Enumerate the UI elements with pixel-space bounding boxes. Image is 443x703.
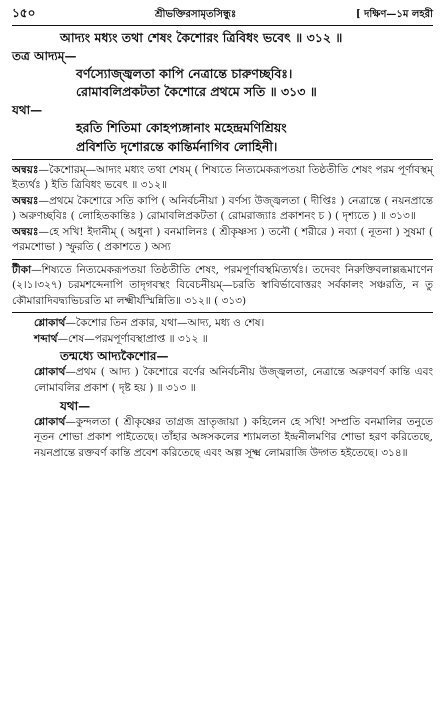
verse-314-line-2: প্রবিশতি দৃশোরন্তে কান্তির্মনাগিব লোহিনী। [76,138,278,154]
anvaya-313 [12,194,433,225]
verse-314-line-1: হরতি শিতিমা কোহপ্যঙ্গানাং মহেন্দ্রমণিশ্রিয়ং [76,120,287,136]
shlokartha-text: —কৈশোর তিন প্রকার, যথা—আদ্য, মধ্য ও শেষ। [65,317,265,330]
shlokartha-key: শ্লোকার্থ [34,366,66,379]
anvaya-312 [12,163,433,194]
verse-313-line-2: রোমাবলিপ্রকটতা কৈশোরে প্রথমে সতি ॥ ৩১৩ ॥ [76,84,317,100]
verse-312: আদ্যং মধ্যং তথা শেষং কৈশোরং ত্রিবিধং ভবেৎ ॥ ৩১২ ॥ [60,30,343,45]
shlokartha-text: —কুন্দলতা ( শ্রীকৃষ্ণের তাগ্রজ ভ্রাতৃজায়া ) কহিলেন হে সখি! সম্প্রতি বনমালির তনুতে নূতন শোভা প্রকাশ পাইতেছে। তাঁহার অঙ্গসকলের শ্যামলতা ইন্দ্রনীলমণির শোভা হরণ করিতেছে, নয়নপ্রান্তে রক্তবর্ণ কান্তি প্রবেশ করিতেছে এবং অল্প সূক্ষ্ম লোমরাজি উদ্গত হইতেছে। ৩১৪॥ [34,415,433,459]
yatha-label-2: যথা— [60,398,91,413]
tika-rule [12,259,433,260]
shabdartha-text: —শেষ—পরমপূর্ণাবস্থাপ্রাপ্ত ॥ ৩১২ ॥ [57,332,208,345]
page-header [12,4,433,22]
anvaya-key: অন্বয়ঃ [12,225,39,238]
anvaya-text: —হে সখি! ইদানীম্ ( অধুনা ) বনমালিনঃ ( শ্রীকৃষ্ণস্য ) তনৌ ( শরীরে ) নব্যা ( নূতনা ) সুষমা ( পরমশোভা ) স্ফুরতি ( প্রকাশতে ) অস্য [12,225,433,254]
shlokartha-314 [12,415,433,462]
anvaya-text: —প্রথমে কৈশোরে সতি কাপি ( অনির্বচনীয়া ) বর্ণস্য উজ্জ্বলতা ( দীপ্তিঃ ) নেত্রান্তে ( নয়নপ্রান্তে ) অরুণচ্ছবিঃ ( লোহিতকান্তিঃ ) রোমাবলিপ্রকটতা ( রোমরাজ্যাঃ প্রকাশনং চ ) ( দৃশ্যতে ) ॥ ৩১৩॥ [12,194,433,223]
tatra-adyam-label: তত্র আদ্যম্— [12,49,77,64]
section-label: [ দক্ষিণ—১ম লহরী [355,9,433,20]
anvaya-text: —কৈশোরম্—আদ্যং মধ্যং তথা শেষম্ ( শিষ্যতে নিত্যমেকরূপতয়া তিষ্ঠতীতি শেষং পরম পূর্ণাবস্থম্ ইত্যর্থঃ ) ইতি ত্রিবিধং ভবেৎ ॥ ৩১২॥ [12,163,433,192]
shabdartha-key: শব্দার্থ [34,332,58,345]
tika-text: —শিষ্যতে নিত্যমেকরূপতয়া তিষ্ঠতীতি শেষং, পরমপূর্ণাবস্থমিত্যর্থঃ। তদেবং নিরুক্তিবলাল্লব্ধমাণেন (২।১।৩২৭) চরমশব্দেনাপি তাদৃগবস্থং বিবেচনীয়ম্—চরতি স্বাবির্ভাবোত্তরং সর্বকালং সঞ্চরতি, ন তু কৌমারাদিবদ্ব্যভিচরতি মা লক্ষ্মীর্যস্মিন্নিতি॥ ৩১২॥ ( ৩১৩) [12,263,433,307]
shlokartha-text: —প্রথম ( আদ্য ) কৈশোরে বর্ণের অনির্বচনীয় উজ্জ্বলতা, নেত্রান্তে অরুণবর্ণ কান্তি এবং লোমাবলির প্রকাশ ( দৃষ্ট হয় ) ॥ ৩১৩ ॥ [34,366,433,394]
anvaya-key: অন্বয়ঃ [12,194,39,207]
book-title: শ্রীভক্তিরসামৃতসিন্ধুঃ [155,9,237,20]
header-rule [12,25,433,26]
commentary-rule [12,159,433,160]
page-number: ১৫০ [12,6,36,20]
shabdartha-312 [12,332,433,348]
shlokartha-312 [12,316,433,332]
shlokartha-key: শ্লোকার্থ [34,415,66,428]
tika-paragraph [12,263,433,310]
shlokartha-313 [12,365,433,396]
yatha-label-1: যথা— [12,103,43,118]
tika-key: টীকা [12,263,32,276]
translation-rule [12,312,433,313]
shlokartha-key: শ্লোকার্থ [34,317,66,330]
tanmadhye-label: তন্মধ্যে আদ্যকৈশোর— [60,349,169,364]
verse-313-line-1: বর্ণস্যোজ্জ্বলতা কাপি নেত্রান্তে চারুণচ্ছবিঃ। [76,66,293,82]
anvaya-key: অন্বয়ঃ [12,163,39,176]
anvaya-314 [12,225,433,256]
